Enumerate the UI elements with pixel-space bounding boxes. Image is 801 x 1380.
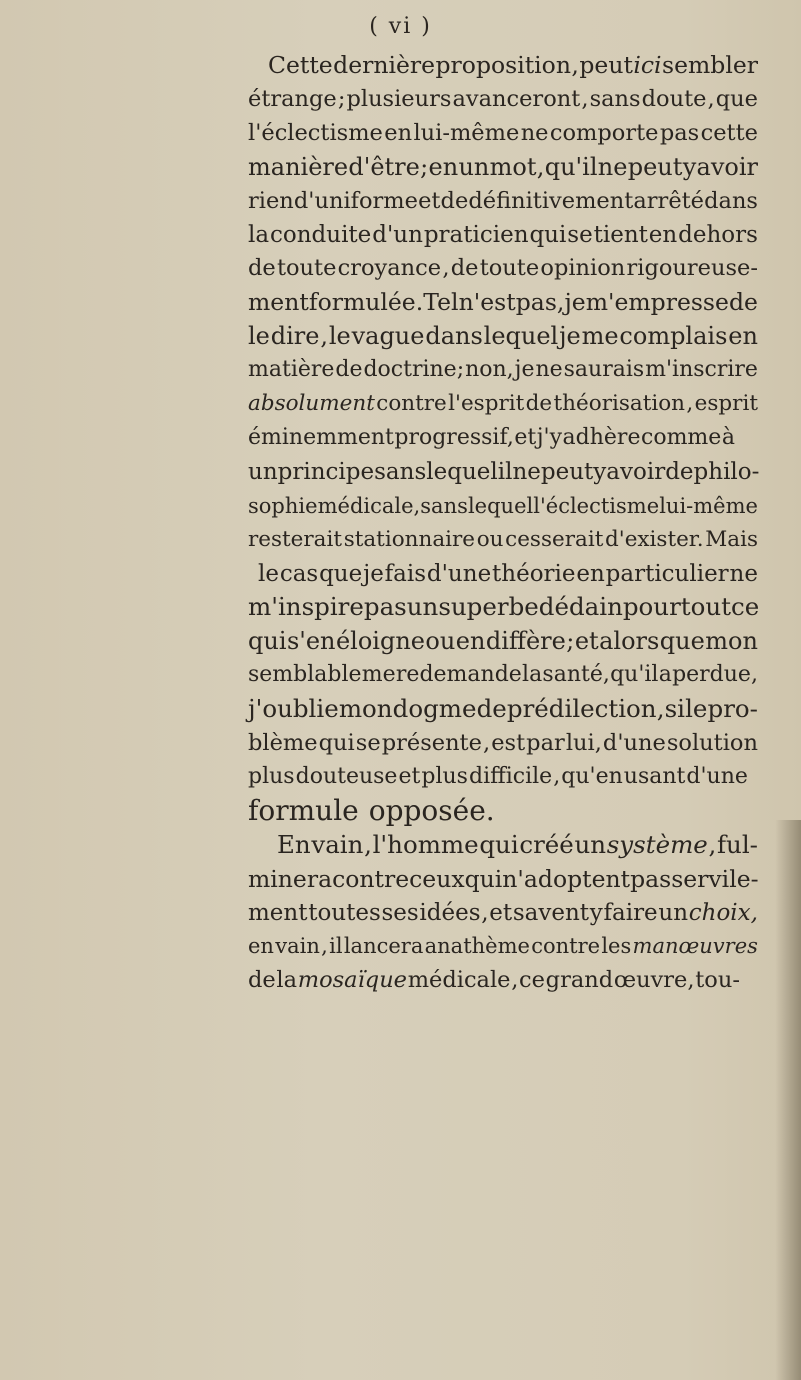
text-line: de toute croyance , de toute opinion rigoureuse- (248, 255, 758, 282)
text-line: j'oublie mon dogme de prédilection , si le pro- (248, 694, 758, 724)
text-line: Cette dernière proposition , peut ici sembler (268, 51, 758, 79)
text-line: ment toutes ses idées , et savent y faire un choix, (248, 899, 758, 926)
text-line: absolument contre l'esprit de théorisation , esprit (248, 391, 758, 416)
text-line: plus douteuse et plus difficile , qu'en usant d'une (248, 763, 748, 789)
text-line: m'inspire pas un superbe dédain pour tout ce (248, 592, 760, 622)
text-line: En vain , l'homme qui créé un système , ful- (277, 829, 758, 859)
text-line: la conduite d'un praticien qui se tient en dehors (248, 221, 758, 248)
text-line: étrange ; plusieurs avanceront , sans doute , que (248, 85, 758, 112)
text-line: le dire , le vague dans lequel je me complais en (248, 322, 758, 351)
text-line: matière de doctrine; non, je ne saurais m'inscrire (248, 357, 758, 383)
text-line: formule opposée. (248, 793, 495, 827)
text-line: un principe sans lequel il ne peut y avoir de philo- (248, 458, 760, 485)
text-line: en vain , il lancera anathème contre les manœuvres (248, 934, 758, 959)
text-line: blème qui se présente , est par lui, d'une solution (248, 730, 758, 756)
text-line: éminemment progressif, et j'y adhère comme à (248, 424, 735, 450)
text-line: manière d'être ; en un mot , qu'il ne peut y avoir (248, 152, 758, 181)
text-line: de la mosaïque médicale , ce grand œuvre, tou- (248, 967, 740, 994)
text-line: resterait stationnaire ou cesserait d'exister. Mais (248, 526, 758, 552)
text-line: le cas que je fais d'une théorie en particulier ne (258, 560, 758, 587)
page-number: ( vi ) (369, 14, 432, 39)
text-line: minera contre ceux qui n'adoptent pas servile- (248, 864, 759, 893)
text-line: sophie médicale, sans lequel l'éclectisme lui-même (248, 493, 758, 518)
text-line: l'éclectisme en lui-même ne comporte pas cette (248, 119, 758, 146)
text-line: semblable me redemande la santé, qu'il a perdue, (248, 662, 758, 688)
text-line: qui s'en éloigne ou en diffère ; et alors que mon (248, 627, 758, 656)
text-line: rien d'uniforme et de définitivement arrêté dans (248, 187, 758, 214)
text-line: ment formulée. Tel n'est pas, je m'empresse de (248, 288, 758, 317)
